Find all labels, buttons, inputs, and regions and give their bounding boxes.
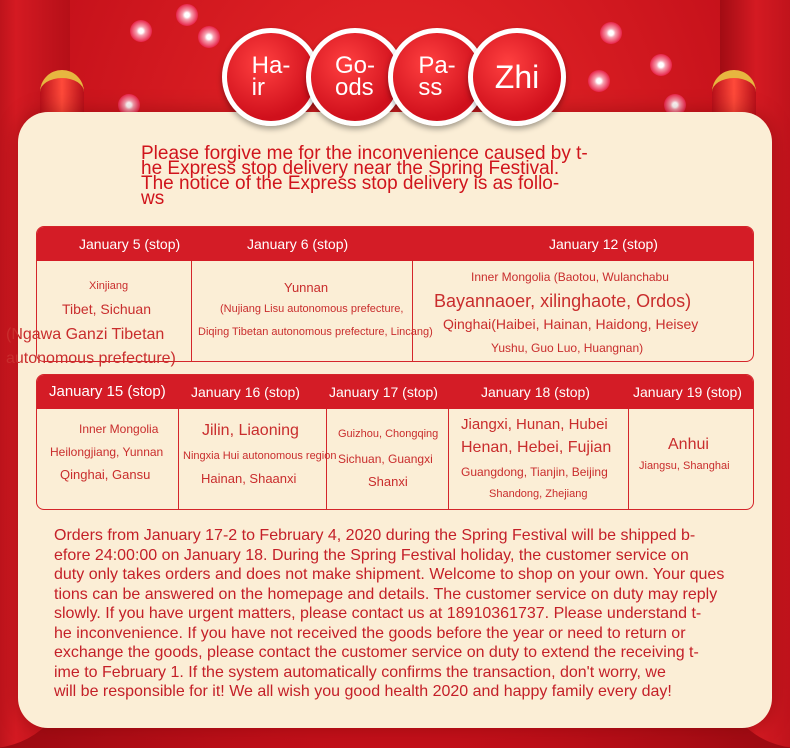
region-text: Guizhou, Chongqing — [338, 428, 439, 440]
region-text: autonomous prefecture) — [6, 350, 176, 367]
header-jan12: January 12 (stop) — [549, 236, 658, 252]
header-jan5: January 5 (stop) — [79, 236, 181, 252]
region-text: Anhui — [668, 436, 709, 453]
plum-blossom-icon — [588, 70, 610, 92]
region-text: Jiangsu, Shanghai — [639, 460, 730, 472]
orders-notice: Orders from January 17-2 to February 4, 2020 during the Spring Festival will be shipped b- efore 24:00:00 on January 18. During the Spring Festival holiday, the customer service on duty only takes orders and does not make shipment. Welcome to shop on your own. Your ques tions can be answered on the homepage and details. The customer service on duty may reply slowly. If you have urgent matters, please contact us at 18910361737. Please understand t- he inconvenience. If you have not received the goods before the year or need to return or exchange the goods, please contact the customer service on duty to extend the receiving t- ime to February 1. If the system automatically confirms the transaction, don't worry, we will be responsible for it! We all wish you good health 2020 and happy family every day! — [54, 527, 725, 700]
title-circle: Ha- ir — [222, 28, 320, 126]
region-text: Guangdong, Tianjin, Beijing — [461, 465, 608, 479]
region-text: Inner Mongolia (Baotou, Wulanchabu — [471, 270, 669, 284]
plum-blossom-icon — [130, 20, 152, 42]
region-text: Yushu, Guo Luo, Huangnan) — [491, 341, 644, 355]
plum-blossom-icon — [198, 26, 220, 48]
header-jan19: January 19 (stop) — [633, 384, 742, 400]
region-text: (Nujiang Lisu autonomous prefecture, — [220, 303, 404, 315]
region-text: Qinghai, Gansu — [60, 467, 151, 482]
column-divider — [412, 261, 413, 361]
header-jan6: January 6 (stop) — [247, 236, 349, 252]
stop-table-row-2 — [36, 374, 754, 510]
region-text: Tibet, Sichuan — [62, 301, 151, 317]
title-circle: Zhi — [468, 28, 566, 126]
region-text: Qinghai(Haibei, Hainan, Haidong, Heisey — [443, 316, 699, 332]
header-jan18: January 18 (stop) — [481, 384, 590, 400]
region-text: Inner Mongolia — [79, 422, 159, 436]
column-divider — [178, 409, 179, 509]
region-text: (Ngawa Ganzi Tibetan — [6, 326, 165, 343]
header-jan15: January 15 (stop) — [49, 383, 166, 400]
region-text: Bayannaoer, xilinghaote, Ordos) — [434, 291, 692, 311]
header-jan17: January 17 (stop) — [329, 384, 438, 400]
plum-blossom-icon — [650, 54, 672, 76]
notice-text: Please forgive me for the inconvenience caused by t- he Express stop delivery near the Spring Festival. The notice of the Express stop delivery is as follo- ws — [141, 143, 588, 209]
region-text: Ningxia Hui autonomous region — [183, 450, 337, 462]
title-circles — [222, 28, 572, 132]
plum-blossom-icon — [176, 4, 198, 26]
region-text: Hainan, Shaanxi — [201, 471, 297, 486]
region-text: Henan, Hebei, Fujian — [461, 439, 612, 456]
title-circle: Go- ods — [306, 28, 404, 126]
region-text: Shandong, Zhejiang — [489, 488, 588, 500]
header-jan16: January 16 (stop) — [191, 384, 300, 400]
region-text: Jiangxi, Hunan, Hubei — [461, 416, 608, 433]
column-divider — [628, 409, 629, 509]
region-text: Xinjiang — [89, 280, 129, 292]
region-text: Jilin, Liaoning — [202, 422, 299, 439]
column-divider — [191, 261, 192, 361]
region-text: Diqing Tibetan autonomous prefecture, Lincang) — [198, 326, 433, 338]
region-text: Yunnan — [284, 280, 329, 295]
region-text: Sichuan, Guangxi — [338, 452, 433, 466]
title-circle: Pa- ss — [388, 28, 486, 126]
region-text: Shanxi — [368, 474, 408, 489]
plum-blossom-icon — [600, 22, 622, 44]
region-text: Heilongjiang, Yunnan — [50, 445, 164, 459]
column-divider — [448, 409, 449, 509]
